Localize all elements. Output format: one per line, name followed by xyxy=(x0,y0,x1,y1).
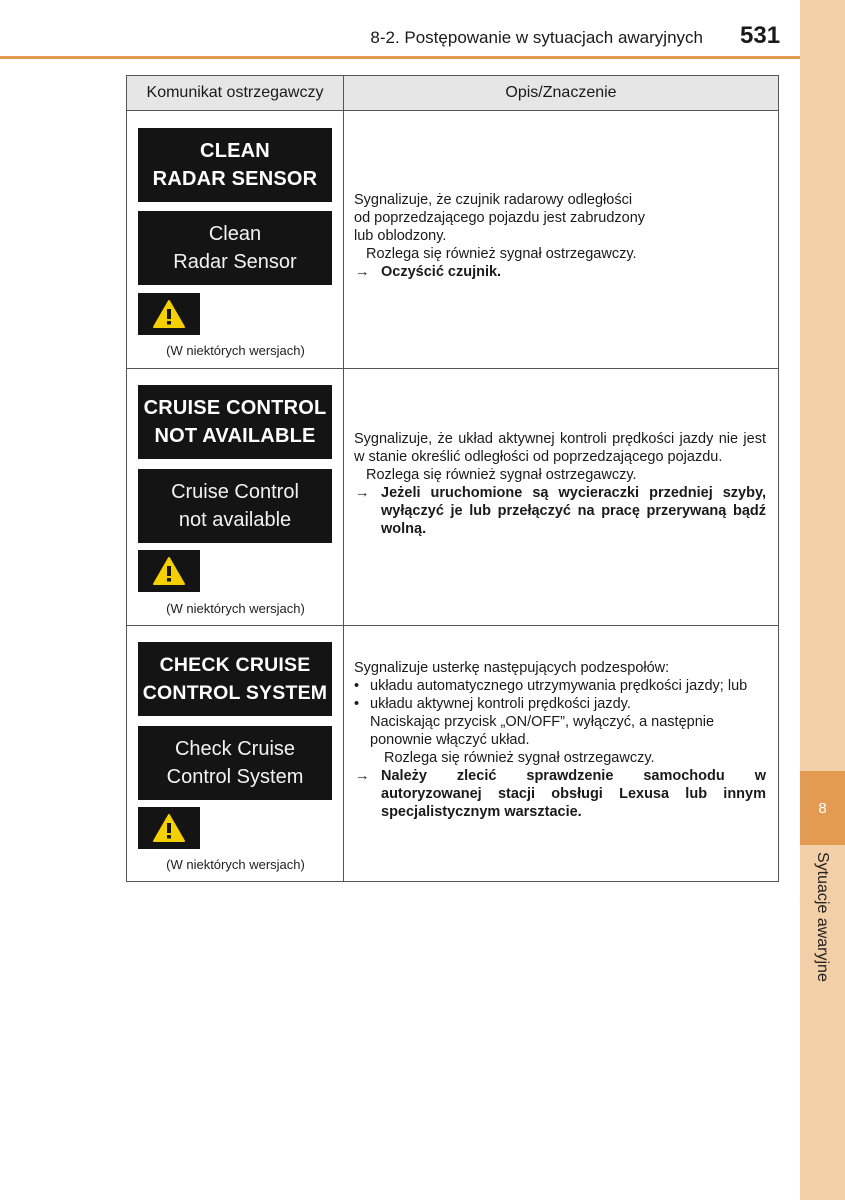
display-line: Radar Sensor xyxy=(173,251,297,273)
table-row xyxy=(127,369,779,626)
action-text: Jeżeli uruchomione są wycieraczki przedniej szyby, wyłączyć je lub przełączyć na pracę przerywaną bądź wolną. xyxy=(381,485,766,537)
display-line: CLEAN xyxy=(200,140,270,162)
column-header-message: Komunikat ostrzegawczy xyxy=(127,76,344,111)
chapter-sidebar xyxy=(800,0,845,1200)
warning-triangle-icon xyxy=(138,293,200,335)
page-number: 531 xyxy=(740,22,781,49)
column-header-description: Opis/Znaczenie xyxy=(344,76,779,111)
display-line: CHECK CRUISE xyxy=(159,654,311,676)
description-cell xyxy=(344,111,779,369)
sound-note: Rozlega się również sygnał ostrzegawczy. xyxy=(366,467,637,483)
description-intro: Sygnalizuje usterkę następujących podzespołów: xyxy=(354,660,670,676)
warning-triangle-icon xyxy=(138,807,200,849)
display-line: Cruise Control xyxy=(171,481,299,503)
arrow-icon: → xyxy=(355,264,370,280)
display-line: NOT AVAILABLE xyxy=(154,425,316,447)
message-cell xyxy=(127,111,344,369)
action-item xyxy=(354,263,766,281)
display-message-mixed xyxy=(138,211,332,285)
display-line: Control System xyxy=(166,766,304,788)
arrow-icon: → xyxy=(355,768,370,784)
display-line: not available xyxy=(178,509,292,531)
version-note: (W niektórych wersjach) xyxy=(166,343,305,358)
sound-note: Rozlega się również sygnał ostrzegawczy. xyxy=(366,246,637,262)
description-line: od poprzedzającego pojazdu jest zabrudzony xyxy=(354,210,646,226)
display-message-caps xyxy=(138,128,332,202)
table-row xyxy=(127,626,779,882)
description-line: Sygnalizuje, że czujnik radarowy odległości xyxy=(354,192,633,208)
warning-triangle-icon xyxy=(138,550,200,592)
display-line: RADAR SENSOR xyxy=(152,168,318,190)
chapter-number-tab xyxy=(800,771,845,845)
display-message-caps xyxy=(138,642,332,716)
bullet-item xyxy=(354,677,766,695)
display-message-caps xyxy=(138,385,332,459)
version-note: (W niektórych wersjach) xyxy=(166,601,305,616)
display-message-mixed xyxy=(138,469,332,543)
description-cell xyxy=(344,626,779,882)
bullet-icon: • xyxy=(354,678,360,694)
action-text: Należy zlecić sprawdzenie samochodu w autoryzowanej stacji obsługi Lexusa lub innym specjalistycznym warsztacie. xyxy=(381,768,766,820)
display-line: CRUISE CONTROL xyxy=(143,397,327,419)
instruction-text: Naciskając przycisk „ON/OFF”, wyłączyć, a następnie ponownie włączyć układ. xyxy=(370,714,715,748)
description-cell xyxy=(344,369,779,626)
section-title: 8-2. Postępowanie w sytuacjach awaryjnych xyxy=(370,28,703,47)
action-item xyxy=(354,484,766,538)
action-text: Oczyścić czujnik. xyxy=(381,264,502,280)
table-row xyxy=(127,111,779,369)
description-line: lub oblodzony. xyxy=(354,228,447,244)
warning-messages-table xyxy=(126,75,779,882)
action-item xyxy=(354,767,766,821)
display-message-mixed xyxy=(138,726,332,800)
message-cell xyxy=(127,626,344,882)
arrow-icon: → xyxy=(355,485,370,501)
bullet-text: układu automatycznego utrzymywania prędkości jazdy; lub xyxy=(370,678,748,694)
bullet-item xyxy=(354,695,766,713)
description-text: Sygnalizuje, że układ aktywnej kontroli prędkości jazdy nie jest w stanie określić odległości od poprzedzającego pojazdu. xyxy=(354,431,766,465)
bullet-icon: • xyxy=(354,696,360,712)
sound-note: Rozlega się również sygnał ostrzegawczy. xyxy=(384,750,655,766)
bullet-text: układu aktywnej kontroli prędkości jazdy. xyxy=(370,696,631,712)
display-line: CONTROL SYSTEM xyxy=(142,682,328,704)
chapter-number: 8 xyxy=(818,799,827,817)
message-cell xyxy=(127,369,344,626)
display-line: Check Cruise xyxy=(174,738,296,760)
table-header-row xyxy=(127,76,779,111)
chapter-title: Sytuacje awaryjne xyxy=(814,852,831,982)
version-note: (W niektórych wersjach) xyxy=(166,857,305,872)
display-line: Clean xyxy=(208,223,262,245)
header-rule xyxy=(0,56,800,59)
